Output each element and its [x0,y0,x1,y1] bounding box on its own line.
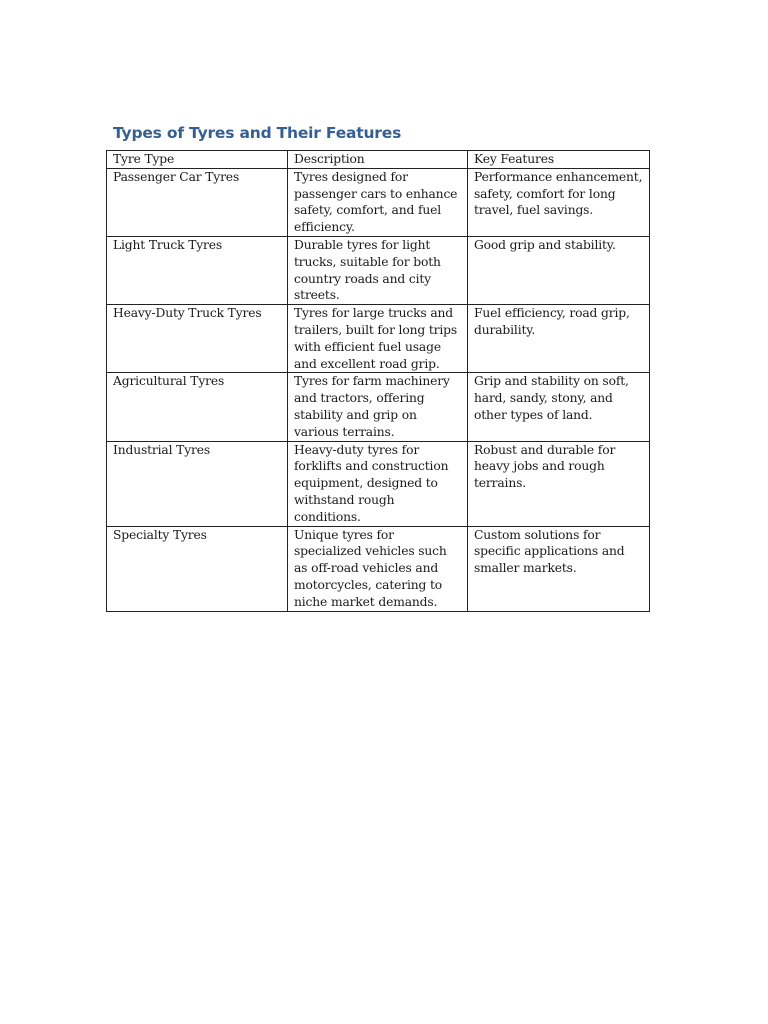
cell-tyre-type: Specialty Tyres [107,526,288,611]
cell-key-features: Custom solutions for specific applications and smaller markets. [468,526,650,611]
header-key-features: Key Features [468,151,650,169]
cell-tyre-type: Heavy-Duty Truck Tyres [107,305,288,373]
table-row [107,168,650,236]
table-row [107,373,650,441]
cell-description: Unique tyres for specialized vehicles such as off-road vehicles and motorcycles, catering to niche market demands. [288,526,468,611]
header-description: Description [288,151,468,169]
cell-key-features: Robust and durable for heavy jobs and rough terrains. [468,441,650,526]
cell-tyre-type: Passenger Car Tyres [107,168,288,236]
table-row [107,236,650,304]
cell-key-features: Performance enhancement, safety, comfort for long travel, fuel savings. [468,168,650,236]
document-heading: Types of Tyres and Their Features [113,124,402,142]
header-tyre-type: Tyre Type [107,151,288,169]
cell-tyre-type: Industrial Tyres [107,441,288,526]
cell-description: Heavy-duty tyres for forklifts and construction equipment, designed to withstand rough conditions. [288,441,468,526]
cell-tyre-type: Light Truck Tyres [107,236,288,304]
table-row [107,305,650,373]
table-row [107,441,650,526]
cell-key-features: Good grip and stability. [468,236,650,304]
cell-tyre-type: Agricultural Tyres [107,373,288,441]
cell-key-features: Grip and stability on soft, hard, sandy, stony, and other types of land. [468,373,650,441]
tyre-types-table [106,150,650,612]
cell-description: Tyres for large trucks and trailers, built for long trips with efficient fuel usage and excellent road grip. [288,305,468,373]
cell-key-features: Fuel efficiency, road grip, durability. [468,305,650,373]
cell-description: Tyres designed for passenger cars to enhance safety, comfort, and fuel efficiency. [288,168,468,236]
table-row [107,526,650,611]
cell-description: Tyres for farm machinery and tractors, offering stability and grip on various terrains. [288,373,468,441]
cell-description: Durable tyres for light trucks, suitable for both country roads and city streets. [288,236,468,304]
table-header-row [107,151,650,169]
